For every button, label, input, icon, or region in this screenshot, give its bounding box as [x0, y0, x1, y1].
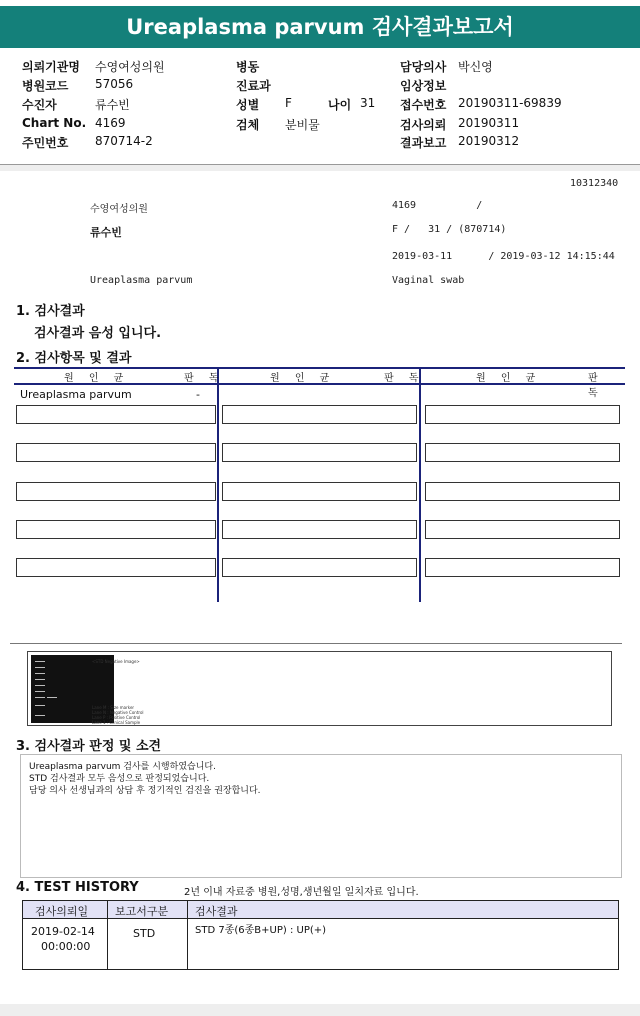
- organism-name: Ureaplasma parvum: [20, 388, 132, 401]
- sex-value: F: [285, 96, 292, 110]
- result-cell: [222, 482, 417, 501]
- history-table: [22, 900, 619, 970]
- result-cell: [16, 443, 216, 462]
- age-label: 나이: [328, 98, 352, 112]
- hospital-code-value: 57056: [95, 77, 134, 91]
- section4-heading: 4. TEST HISTORY: [16, 880, 139, 895]
- gel-caption-line: Lane P : Positive Control: [92, 715, 141, 720]
- history-col-result: 검사결과: [195, 905, 238, 918]
- result-cell: [16, 558, 216, 577]
- result-cell: [16, 482, 216, 501]
- institution-value: 수영여성의원: [95, 60, 165, 74]
- history-date: 2019-02-14: [31, 925, 95, 938]
- rrn-label: 주민번호: [22, 136, 69, 150]
- opinion-line: STD 검사결과 모두 음성으로 판정되었습니다.: [29, 774, 210, 784]
- header-shadow: [0, 165, 640, 171]
- report-date: 20190312: [458, 134, 520, 148]
- gel-caption-line: Lane M : Size marker: [92, 705, 135, 710]
- result-cell: [425, 520, 620, 539]
- history-col-divider: [107, 901, 108, 969]
- meta-chart: 4169 /: [392, 200, 483, 211]
- result-cell: [425, 482, 620, 501]
- col-header-reading: 판 독: [384, 373, 425, 384]
- history-header-row: [23, 901, 618, 919]
- col-header-organism: 원 인 균: [476, 373, 542, 384]
- dept-label: 진료과: [236, 79, 271, 93]
- gel-caption-title: <STD Negative Image>: [92, 659, 140, 664]
- col-header-reading: 판 독: [588, 373, 604, 399]
- result-cell: [222, 443, 417, 462]
- patient-label: 수진자: [22, 98, 57, 112]
- opinion-line: Ureaplasma parvum 검사를 시행하였습니다.: [29, 762, 216, 772]
- meta-patient: 류수빈: [90, 226, 122, 239]
- history-col-type: 보고서구분: [115, 905, 169, 918]
- report-title: Ureaplasma parvum 검사결과보고서: [0, 6, 640, 48]
- receipt-value: 20190311-69839: [458, 96, 562, 110]
- report-id: 10312340: [570, 178, 619, 189]
- history-col-date: 검사의뢰일: [35, 905, 89, 918]
- report-label: 결과보고: [400, 136, 447, 150]
- specimen-label: 검체: [236, 118, 260, 132]
- section1-heading: 1. 검사결과: [16, 304, 85, 319]
- history-time: 00:00:00: [41, 940, 91, 953]
- patient-value: 류수빈: [95, 98, 130, 112]
- meta-specimen: Vaginal swab: [392, 275, 465, 286]
- institution-label: 의뢰기관명: [22, 60, 80, 74]
- ward-label: 병동: [236, 60, 260, 74]
- organism-result: -: [196, 388, 200, 401]
- sex-label: 성별: [236, 98, 260, 112]
- meta-sex-age: F / 31 / (870714): [392, 224, 507, 235]
- chart-label: Chart No.: [22, 116, 87, 130]
- result-cell: [222, 558, 417, 577]
- meta-dates: 2019-03-11 / 2019-03-12 14:15:44: [392, 251, 615, 262]
- grid-divider: [217, 367, 219, 602]
- col-header-organism: 원 인 균: [270, 373, 336, 384]
- meta-institution: 수영여성의원: [90, 204, 148, 215]
- result-cell: [425, 558, 620, 577]
- col-header-organism: 원 인 균: [64, 373, 130, 384]
- section2-heading: 2. 검사항목 및 결과: [16, 351, 132, 366]
- gel-caption-line: Lane N : Negative Control: [92, 710, 144, 715]
- chart-value: 4169: [95, 116, 126, 130]
- doctor-label: 담당의사: [400, 60, 447, 74]
- receipt-label: 접수번호: [400, 98, 447, 112]
- section3-heading: 3. 검사결과 판정 및 소견: [16, 739, 162, 754]
- section1-text: 검사결과 음성 입니다.: [34, 326, 162, 341]
- gel-image-box: [27, 651, 612, 726]
- specimen-value: 분비물: [285, 118, 320, 132]
- doctor-value: 박신영: [458, 60, 493, 74]
- result-cell: [16, 405, 216, 424]
- hospital-code-label: 병원코드: [22, 79, 69, 93]
- opinion-line: 담당 의사 선생님과의 상담 후 정기적인 검진을 권장합니다.: [29, 786, 261, 796]
- result-cell: [425, 405, 620, 424]
- history-note: 2년 이내 자료중 병원,성명,생년월일 일치자료 입니다.: [184, 887, 419, 898]
- age-value: 31: [360, 96, 376, 110]
- gel-caption-line: Lane 1 : Clinical Sample: [92, 720, 141, 725]
- request-label: 검사의뢰: [400, 118, 447, 132]
- history-result: STD 7종(6종B+UP) : UP(+): [195, 925, 327, 936]
- opinion-box: [20, 754, 622, 878]
- history-col-divider: [187, 901, 188, 969]
- clinical-label: 임상정보: [400, 79, 447, 93]
- history-type: STD: [133, 927, 156, 940]
- result-cell: [16, 520, 216, 539]
- header-info: [0, 56, 640, 164]
- request-date: 20190311: [458, 116, 520, 130]
- grid-divider: [419, 367, 421, 602]
- section-divider: [10, 643, 622, 644]
- footer-strip: [0, 1004, 640, 1016]
- result-cell: [222, 405, 417, 424]
- rrn-value: 870714-2: [95, 134, 153, 148]
- result-cell: [222, 520, 417, 539]
- meta-test: Ureaplasma parvum: [90, 275, 193, 286]
- result-cell: [425, 443, 620, 462]
- col-header-reading: 판 독: [184, 373, 225, 384]
